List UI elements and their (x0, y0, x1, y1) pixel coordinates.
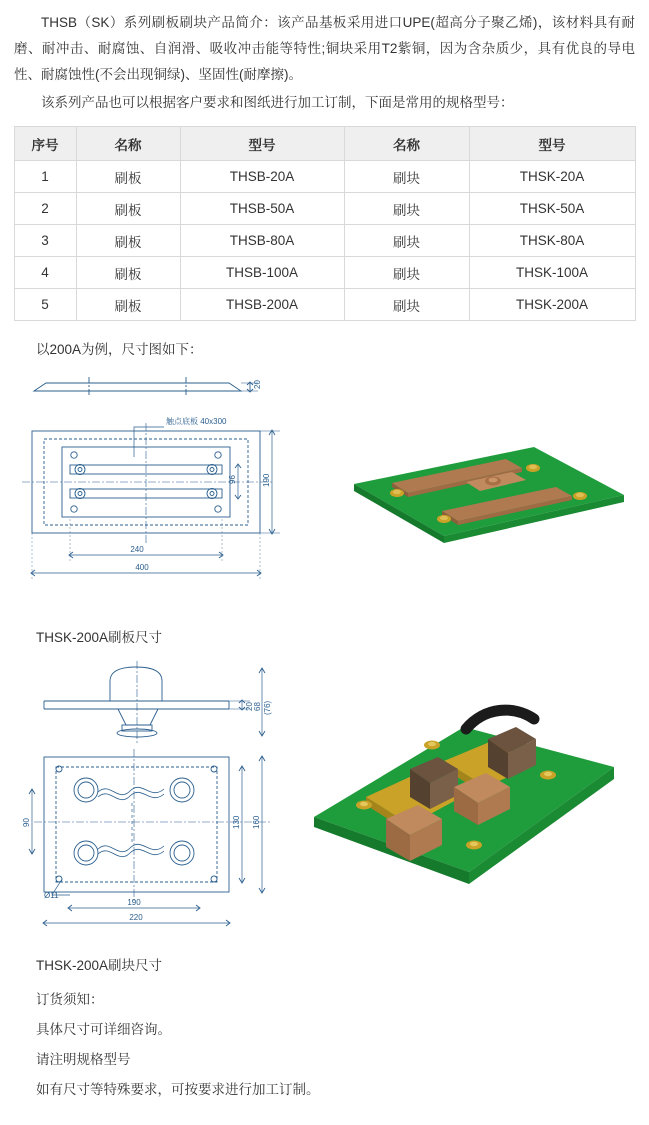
cell-name-2: 刷块 (344, 289, 469, 321)
dim-20: 20 (245, 702, 254, 711)
cell-model-1: THSB-50A (180, 193, 344, 225)
cell-name-2: 刷块 (344, 257, 469, 289)
column-header-name-1: 名称 (76, 127, 180, 161)
dim-220: 220 (129, 913, 143, 922)
table-row (14, 161, 635, 193)
dim-96: 96 (228, 475, 237, 484)
cell-name-1: 刷板 (76, 225, 180, 257)
table-row (14, 257, 635, 289)
column-header-model-2: 型号 (469, 127, 635, 161)
dim-76: (76) (263, 700, 272, 715)
dim-hole: Ø11 (44, 891, 59, 900)
cell-name-1: 刷板 (76, 193, 180, 225)
order-line-1: 具体尺寸可详细咨询。 (36, 1022, 171, 1037)
dim-190: 190 (262, 473, 271, 487)
dim-thickness: 20 (253, 380, 262, 389)
order-title: 订货须知： (36, 992, 104, 1007)
column-header-index: 序号 (14, 127, 76, 161)
cell-name-2: 刷块 (344, 193, 469, 225)
order-line-2: 请注明规格型号 (36, 1052, 131, 1067)
brush-block-figure-svg (14, 657, 635, 947)
dim-160: 160 (252, 815, 261, 829)
cell-model-2: THSK-200A (469, 289, 635, 321)
table-row (14, 225, 635, 257)
cell-index: 2 (14, 193, 76, 225)
cell-model-2: THSK-100A (469, 257, 635, 289)
cell-model-1: THSB-80A (180, 225, 344, 257)
dim-130: 130 (232, 815, 241, 829)
cell-name-2: 刷块 (344, 225, 469, 257)
cell-index: 3 (14, 225, 76, 257)
cell-model-2: THSK-50A (469, 193, 635, 225)
dim-190: 190 (127, 898, 141, 907)
dim-400: 400 (135, 563, 149, 572)
cell-model-2: THSK-20A (469, 161, 635, 193)
cell-index: 1 (14, 161, 76, 193)
intro-paragraph-2: 该系列产品也可以根据客户要求和图纸进行加工订制，下面是常用的规格型号： (41, 95, 514, 110)
cell-name-1: 刷板 (76, 257, 180, 289)
figure-caption-2: THSK-200A刷块尺寸 (36, 958, 163, 973)
cell-model-1: THSB-200A (180, 289, 344, 321)
intro-section (0, 0, 649, 116)
column-header-model-1: 型号 (180, 127, 344, 161)
brush-plate-3d-render (354, 447, 624, 543)
cell-index: 5 (14, 289, 76, 321)
order-notice (0, 979, 649, 1125)
spec-table (14, 126, 636, 321)
intro-paragraph-1: THSB（SK）系列刷板刷块产品简介：该产品基板采用进口UPE(超高分子聚乙烯)，该材料具有耐磨、耐冲击、耐腐蚀、自润滑、吸收冲击能等特性;铜块采用T2紫铜，因为含杂质少，具有优良的导电性、耐腐蚀性(不会出现铜绿)、坚固性(耐摩擦)。 (14, 15, 635, 82)
cell-name-1: 刷板 (76, 289, 180, 321)
example-note: 以200A为例，尺寸图如下： (36, 342, 203, 357)
brush-plate-figure-svg (14, 369, 635, 619)
cell-index: 4 (14, 257, 76, 289)
dim-240: 240 (130, 545, 144, 554)
dim-90: 90 (22, 818, 31, 827)
table-header-row (14, 127, 635, 161)
figure-caption-1: THSK-200A刷板尺寸 (36, 630, 163, 645)
order-line-3: 如有尺寸等特殊要求，可按要求进行加工订制。 (36, 1082, 320, 1097)
column-header-name-2: 名称 (344, 127, 469, 161)
cell-name-1: 刷板 (76, 161, 180, 193)
brush-block-3d-render (314, 710, 614, 884)
figure-brush-plate (14, 369, 635, 619)
cell-model-2: THSK-80A (469, 225, 635, 257)
figure-brush-block (14, 657, 635, 947)
cell-model-1: THSB-100A (180, 257, 344, 289)
label-contact-plate: 触点底板 40x300 (166, 417, 227, 426)
cell-name-2: 刷块 (344, 161, 469, 193)
dim-68: 68 (253, 702, 262, 711)
cell-model-1: THSB-20A (180, 161, 344, 193)
table-row (14, 193, 635, 225)
table-row (14, 289, 635, 321)
